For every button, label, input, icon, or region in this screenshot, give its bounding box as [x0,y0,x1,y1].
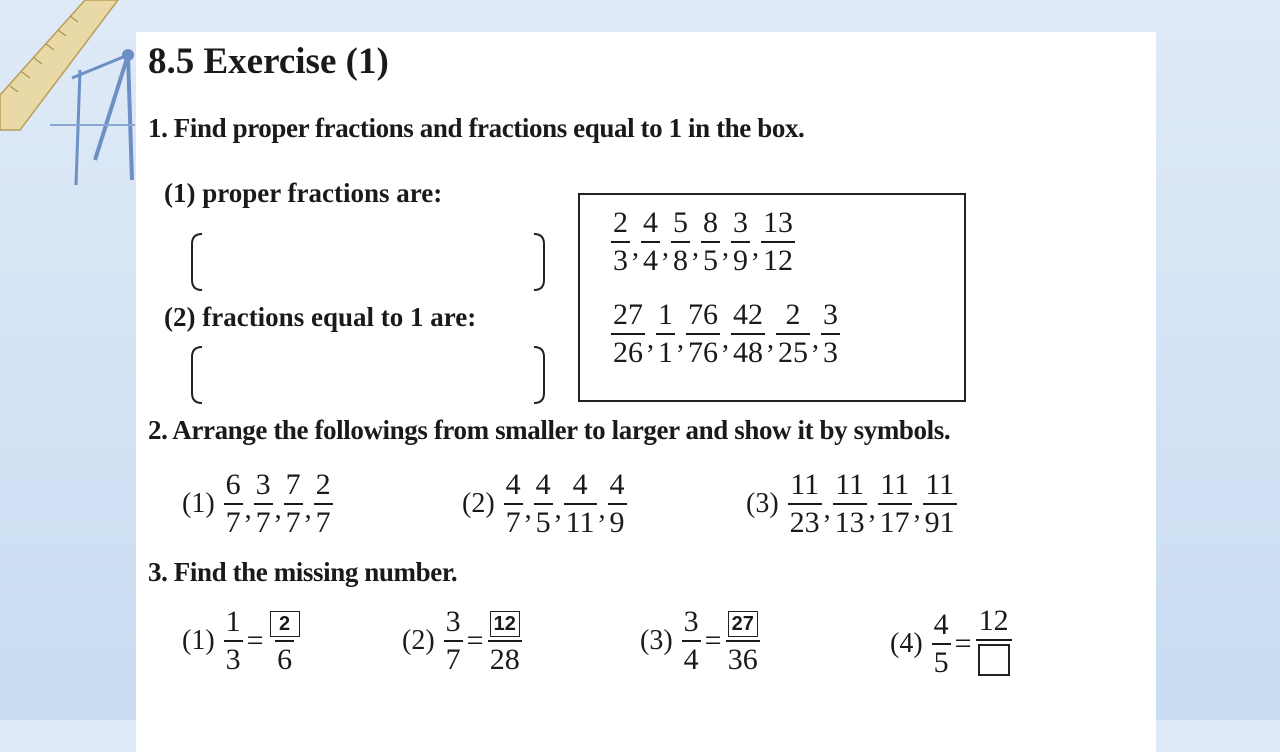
q2-group3-fraction-4-denominator: 91 [923,503,957,538]
box-row2-fraction-4-numerator: 42 [733,298,763,331]
q3-item2-left-fraction-denominator: 7 [444,640,463,675]
equals-sign: = [954,627,972,660]
box-row1-fraction-3-denominator: 8 [671,241,690,276]
exercise-title: 8.5 Exercise (1) [148,41,389,82]
q1-part1-label: (1) proper fractions are: [164,178,443,208]
box-row1-fraction-6-denominator: 12 [761,241,795,276]
q2-group3-fraction-1-denominator: 23 [788,503,822,538]
box-row2-comma: , [647,323,654,355]
q3-item4-right-fraction [976,606,1012,682]
q2-group2-fraction-2 [534,470,553,538]
q3-item2-left-fraction-numerator: 3 [445,604,461,638]
box-row2-fraction-5-denominator: 25 [776,333,810,368]
q1-part2-answer-bracket [188,345,548,405]
q2-group2-comma: , [598,493,606,525]
question-2-text: 2. Arrange the followings from smaller to larger and show it by symbols. [148,415,951,445]
q2-group1-comma: , [304,493,312,525]
box-row1-comma: , [752,231,759,263]
q2-group3-fraction-4 [923,470,957,538]
question-1-text: 1. Find proper fractions and fractions equal to 1 in the box. [148,113,805,143]
box-row1-fraction-6-numerator: 13 [763,206,793,239]
q2-group3-comma: , [868,493,876,525]
answer-box: 12 [490,611,520,637]
q2-group3-fraction-2 [833,470,867,538]
fraction-box-row-2 [610,300,841,368]
q2-group2-fraction-3-denominator: 11 [564,503,597,538]
box-row1-fraction-1-denominator: 3 [611,241,630,276]
q3-item-label: (4) [890,628,923,659]
q2-group1-fraction-2 [254,470,273,538]
box-row2-comma: , [812,323,819,355]
q2-group-label: (1) [182,488,215,519]
q2-group-1 [182,470,334,538]
q3-item1-right-numerator [268,606,302,640]
q2-group1-comma: , [274,493,282,525]
q2-group2-fraction-3 [564,470,597,538]
q2-group2-fraction-1-numerator: 4 [505,468,521,501]
q3-item-3 [640,606,761,675]
box-row2-comma: , [677,323,684,355]
box-row1-fraction-3 [671,208,690,276]
q2-group3-comma: , [823,493,831,525]
q3-item-label: (2) [402,624,435,656]
box-row2-fraction-4 [731,300,765,368]
q3-item-label: (1) [182,624,215,656]
q2-group1-fraction-4 [314,470,333,538]
q2-group2-comma: , [554,493,562,525]
box-row2-fraction-1 [611,300,645,368]
box-row1-fraction-2 [641,208,660,276]
q3-item2-right-denominator: 28 [488,640,522,675]
q3-item3-right-denominator: 36 [726,640,760,675]
empty-answer-box [978,644,1010,676]
q3-item-label: (3) [640,624,673,656]
q2-group3-fraction-2-denominator: 13 [833,503,867,538]
q3-item3-right-fraction [726,606,760,675]
fraction-box-row-1 [610,208,796,276]
q2-group2-fraction-2-denominator: 5 [534,503,553,538]
box-row2-fraction-5-numerator: 2 [785,298,801,331]
q3-item-4 [890,606,1013,682]
box-row1-fraction-5 [731,208,750,276]
q3-item1-left-fraction [224,604,243,676]
q2-group3-fraction-3 [878,470,912,538]
box-row1-fraction-6 [761,208,795,276]
box-row1-fraction-4-numerator: 8 [703,206,718,239]
equals-sign: = [246,623,264,657]
q2-group-3 [746,470,958,538]
box-row2-fraction-5 [776,300,810,368]
box-row2-fraction-4-denominator: 48 [731,333,765,368]
box-row1-fraction-1-numerator: 2 [613,206,628,239]
q2-group2-fraction-1 [504,470,523,538]
q2-group1-comma: , [244,493,252,525]
box-row1-comma: , [632,231,639,263]
q3-item3-left-fraction-numerator: 3 [683,604,699,638]
box-row2-fraction-1-denominator: 26 [611,333,645,368]
q3-item3-left-fraction-denominator: 4 [682,640,701,675]
q3-item-2 [402,606,523,675]
box-row2-comma: , [722,323,729,355]
equals-sign: = [466,623,484,657]
answer-box: 2 [270,611,300,637]
box-row1-comma: , [692,231,699,263]
q2-group3-fraction-3-numerator: 11 [880,468,910,501]
q2-group1-fraction-4-denominator: 7 [314,503,333,538]
q3-item3-right-numerator [726,606,760,640]
q2-group1-fraction-1-denominator: 7 [224,503,243,538]
box-row2-fraction-6-denominator: 3 [821,333,840,368]
q2-group1-fraction-3-denominator: 7 [284,503,303,538]
box-row2-fraction-6 [821,300,840,368]
q2-group2-fraction-3-numerator: 4 [572,468,588,501]
q3-item-1 [182,606,303,675]
q2-group1-fraction-1 [224,470,243,538]
q2-group-label: (2) [462,488,495,519]
q2-group1-fraction-2-denominator: 7 [254,503,273,538]
box-row1-fraction-2-denominator: 4 [641,241,660,276]
box-row1-fraction-4 [701,208,720,276]
q2-group1-fraction-1-numerator: 6 [225,468,241,501]
q3-item4-left-fraction-numerator: 4 [933,608,949,641]
box-row1-fraction-1 [611,208,630,276]
box-row2-fraction-3-denominator: 76 [686,333,720,368]
q2-group2-fraction-4 [608,470,627,538]
q1-part1-answer-bracket [188,232,548,292]
q3-item1-right-denominator: 6 [275,640,294,675]
box-row2-fraction-2-numerator: 1 [658,298,673,331]
box-row1-fraction-5-denominator: 9 [731,241,750,276]
box-row1-fraction-5-numerator: 3 [733,206,748,239]
q3-item4-left-fraction [932,610,951,678]
q3-item4-right-numerator: 12 [978,604,1009,637]
q3-item2-right-numerator [488,606,522,640]
q3-item3-left-fraction [682,604,701,676]
q3-item4-left-fraction-denominator: 5 [932,643,951,678]
box-row2-fraction-1-numerator: 27 [613,298,643,331]
box-row2-fraction-3-numerator: 76 [688,298,718,331]
box-row2-fraction-2-denominator: 1 [656,333,675,368]
box-row1-comma: , [662,231,669,263]
question-3-text: 3. Find the missing number. [148,557,458,587]
q2-group1-fraction-4-numerator: 2 [315,468,331,501]
q3-item2-right-fraction [488,606,522,675]
q2-group3-fraction-1-numerator: 11 [790,468,820,501]
q2-group3-fraction-2-numerator: 11 [835,468,865,501]
box-row1-fraction-4-denominator: 5 [701,241,720,276]
q2-group3-fraction-1 [788,470,822,538]
box-row1-fraction-2-numerator: 4 [643,206,658,239]
q2-group3-fraction-4-numerator: 11 [925,468,955,501]
q2-group1-fraction-3-numerator: 7 [285,468,301,501]
q3-item1-left-fraction-denominator: 3 [224,640,243,675]
q2-group2-comma: , [524,493,532,525]
q3-item2-left-fraction [444,604,463,676]
q2-group2-fraction-4-numerator: 4 [609,468,625,501]
q3-item1-right-fraction [268,606,302,675]
q2-group2-fraction-1-denominator: 7 [504,503,523,538]
box-row1-fraction-3-numerator: 5 [673,206,688,239]
q2-group-2 [462,470,628,538]
box-row2-fraction-3 [686,300,720,368]
equals-sign: = [704,623,722,657]
answer-box: 27 [728,611,758,637]
q2-group1-fraction-3 [284,470,303,538]
q3-item1-left-fraction-numerator: 1 [225,604,241,638]
box-row2-fraction-6-numerator: 3 [823,298,838,331]
q2-group3-fraction-3-denominator: 17 [878,503,912,538]
box-row2-comma: , [767,323,774,355]
box-row2-fraction-2 [656,300,675,368]
q2-group2-fraction-4-denominator: 9 [608,503,627,538]
q3-item4-right-denominator [976,639,1012,682]
box-row1-comma: , [722,231,729,263]
q2-group3-comma: , [913,493,921,525]
q1-part2-label: (2) fractions equal to 1 are: [164,302,477,332]
q2-group1-fraction-2-numerator: 3 [255,468,271,501]
q2-group2-fraction-2-numerator: 4 [535,468,551,501]
q2-group-label: (3) [746,488,779,519]
